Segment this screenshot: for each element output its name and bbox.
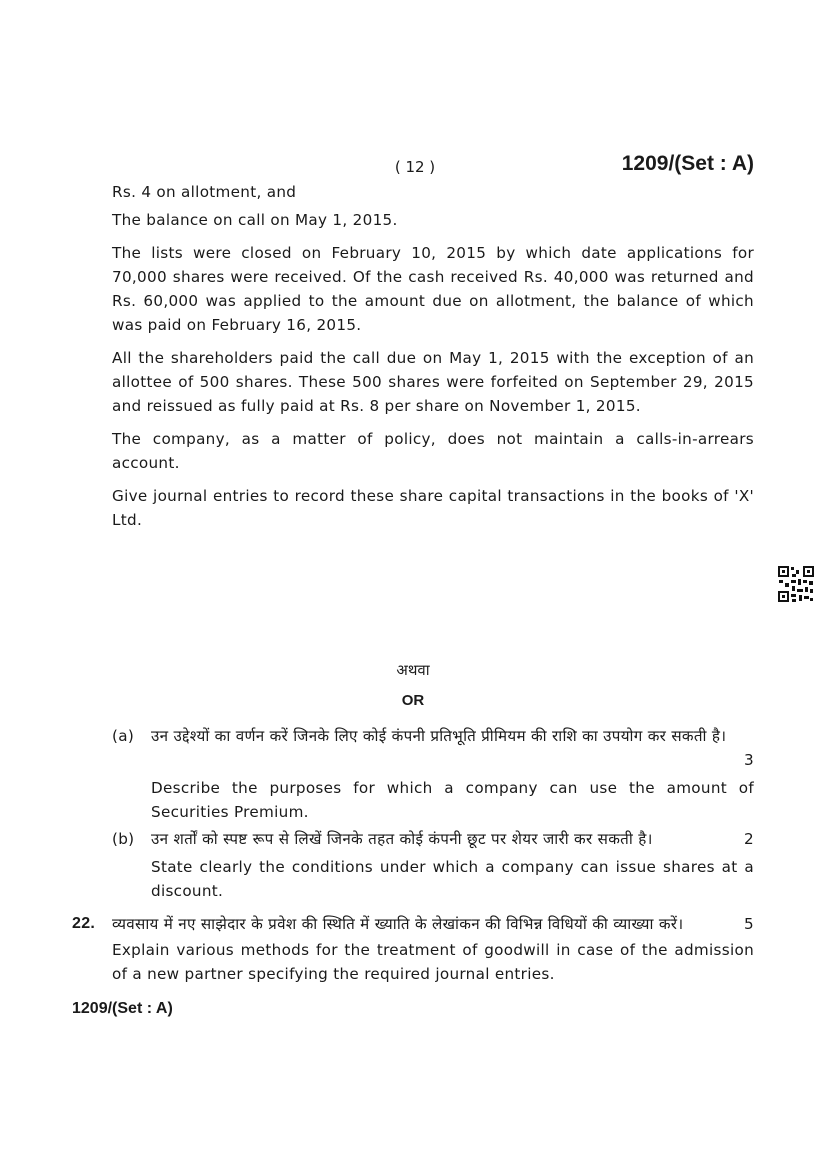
header-set-code: 1209/(Set : A) xyxy=(621,152,754,175)
qr-code-icon xyxy=(777,565,815,603)
paragraph: The company, as a matter of policy, does not maintain a calls-in-arrears account. xyxy=(112,430,754,472)
part-b-hindi xyxy=(151,827,754,851)
page-number: ( 12 ) xyxy=(394,158,436,176)
question-22 xyxy=(72,912,754,986)
part-b-label: (b) xyxy=(112,830,135,848)
paragraph: Rs. 4 on allotment, and xyxy=(112,183,297,201)
question-22-number: 22. xyxy=(72,915,96,932)
paragraph: The balance on call on May 1, 2015. xyxy=(112,211,398,229)
question-22-hindi-text: व्यवसाय में नए साझेदार के प्रवेश की स्थिति में ख्याति के लेखांकन की विभिन्न विधियों की व्याख्या करें। xyxy=(112,915,684,933)
or-separator-hindi: अथवा xyxy=(396,661,430,679)
part-b xyxy=(112,827,754,903)
paragraph: All the shareholders paid the call due on May 1, 2015 with the exception of an allottee of 500 shares. These 500 shares were forfeited on September 29, 2015 and reissued as fully paid at Rs. 8 per share on November 1, 2015. xyxy=(112,349,754,415)
part-b-english: State clearly the conditions under which a company can issue shares at a discount. xyxy=(151,858,754,900)
part-a-hindi xyxy=(151,724,754,769)
paragraph: The lists were closed on February 10, 2015 by which date applications for 70,000 shares were received. Of the cash received Rs. 40,000 was returned and Rs. 60,000 was applied to the amount due on allotment, the balance of which was paid on February 16, 2015. xyxy=(112,244,754,334)
question-22-hindi xyxy=(112,912,754,936)
question-22-marks: 5 xyxy=(744,915,754,933)
part-a-hindi-text: उन उद्देश्यों का वर्णन करें जिनके लिए कोई कंपनी प्रतिभूति प्रीमियम की राशि का उपयोग कर सकती है। xyxy=(151,727,727,745)
paragraph: Give journal entries to record these share capital transactions in the books of 'X' Ltd. xyxy=(112,487,754,529)
question-continuation xyxy=(112,180,754,541)
part-b-marks: 2 xyxy=(744,830,754,848)
question-22-english: Explain various methods for the treatment of goodwill in case of the admission of a new partner specifying the required journal entries. xyxy=(112,941,754,983)
part-a-label: (a) xyxy=(112,727,135,745)
part-b-hindi-text: उन शर्तों को स्पष्ट रूप से लिखें जिनके तहत कोई कंपनी छूट पर शेयर जारी कर सकती है। xyxy=(151,830,653,848)
part-a-english: Describe the purposes for which a company can use the amount of Securities Premium. xyxy=(151,779,754,821)
footer-set-code: 1209/(Set : A) xyxy=(72,1000,173,1017)
part-a xyxy=(112,724,754,824)
or-separator: OR xyxy=(401,692,425,709)
part-a-marks: 3 xyxy=(744,751,754,769)
